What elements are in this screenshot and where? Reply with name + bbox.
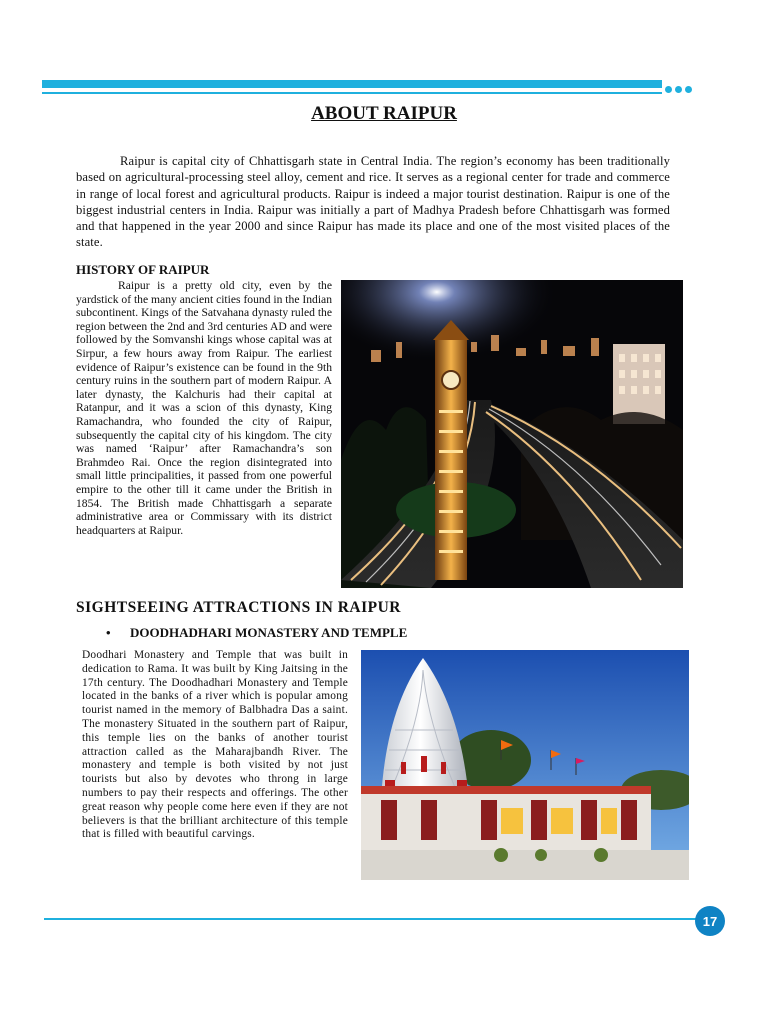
footer-rule bbox=[44, 918, 704, 920]
page-number: 17 bbox=[695, 906, 725, 936]
header-bar-tip bbox=[650, 80, 662, 88]
page-title: ABOUT RAIPUR bbox=[311, 103, 457, 124]
intro-paragraph: Raipur is capital city of Chhattisgarh state in Central India. The region’s economy has been traditionally based on agricultural-processing steel alloy, cement and rice. It serves as a regional center for trade and commerce in range of local forest and agricultural products. Raipur is indeed a major tourist destination. Raipur is one of the biggest industrial centers in India. Raipur was initially a part of Madhya Pradesh before Chhattisgarh was formed and that happened in the year 2000 and since Raipur has made its place and one of the most visited places of the state. bbox=[76, 154, 670, 250]
sightseeing-heading: SIGHTSEEING ATTRACTIONS IN RAIPUR bbox=[76, 599, 401, 616]
clock-tower-photo bbox=[341, 280, 683, 588]
header-rule bbox=[42, 92, 662, 94]
temple-paragraph: Doodhari Monastery and Temple that was built in dedication to Rama. It was built by King Jaitsing in the 17th century. The Doodhadhari Monastery and Temple located in the banks of a river which is popular among tourist named in the memory of Balbhadra Das a saint. The monastery Situated in the southern part of Raipur, this temple lies on the banks of another tourist attraction called as the Maharajbandh River. The monastery and temple is both visited by not just tourists but also by devotes who throng in large numbers to pay their respects and offerings. The other great reason why people come here even if they are not believers is that the brilliant architecture of this temple that is filled with beautiful carvings. bbox=[82, 649, 348, 841]
header-dots bbox=[665, 86, 692, 93]
temple-subheading: DOODHADHARI MONASTERY AND TEMPLE bbox=[130, 625, 408, 640]
temple-photo bbox=[361, 650, 689, 880]
header-dot bbox=[675, 86, 682, 93]
history-paragraph: Raipur is a pretty old city, even by the yardstick of the many ancient cities found in the Indian subcontinent. Kings of the Satvahana dynasty ruled the region between the 2nd and 3rd centuries AD and were followed by the Somvanshi kings whose capital was at Sirpur, a few hours away from Raipur. The earliest evidence of Raipur’s existence can be found in the 9th century ruins in the southern part of modern Raipur. A later dynasty, the Kalchuris had their capital at Ratanpur, and it was a scion of this dynasty, King Ramachandra, who founded the city of Raipur, subsequently the capital city of his kingdom. The city was named ‘Raipur’ after Ramachandra’s son Brahmdeo Rai. Once the region disintegrated into small little principalities, it passed from one powerful empire to the other till it came under the British in 1854. The British made Chhattisgarh a separate administrative area or Commissary with its district headquarters at Raipur. bbox=[76, 279, 332, 537]
bullet: • bbox=[106, 625, 111, 640]
history-heading: HISTORY OF RAIPUR bbox=[76, 262, 210, 277]
subheading-row bbox=[106, 625, 407, 641]
header-dot bbox=[665, 86, 672, 93]
header-dot bbox=[685, 86, 692, 93]
header-bar bbox=[42, 80, 662, 88]
